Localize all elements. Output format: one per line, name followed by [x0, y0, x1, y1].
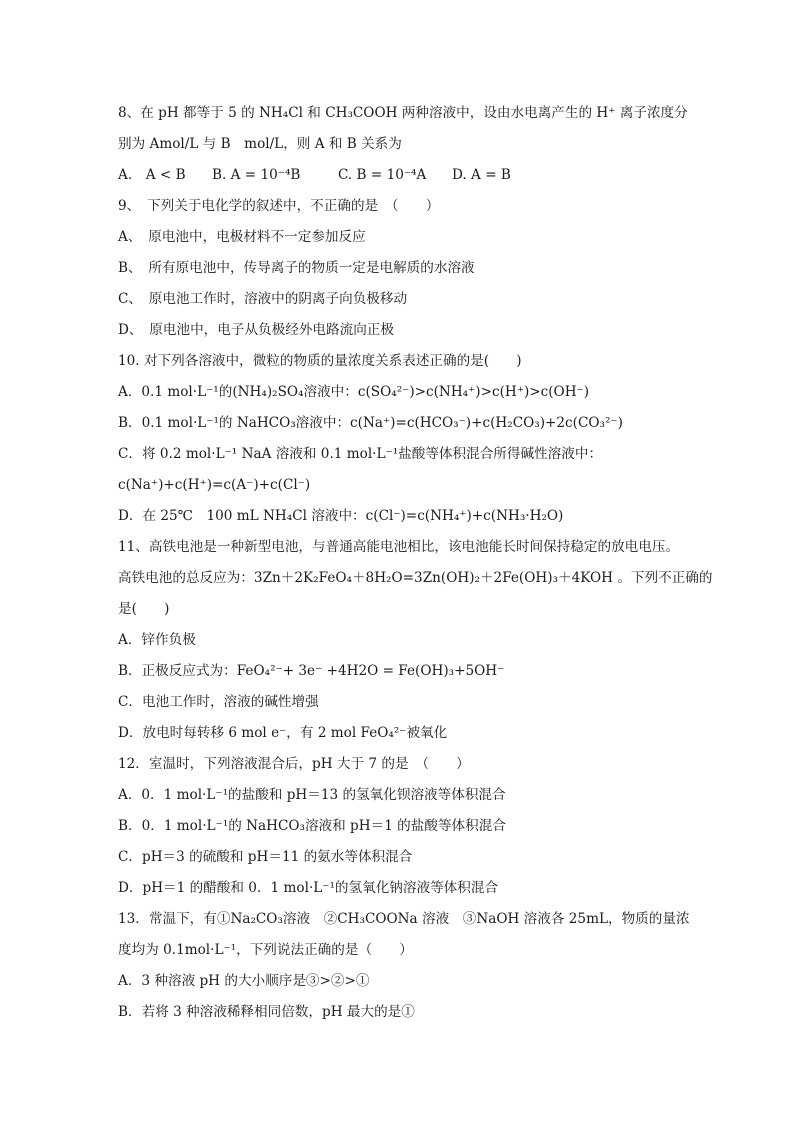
q10-option-c: C．将 0.2 mol·L⁻¹ NaA 溶液和 0.1 mol·L⁻¹盐酸等体积混合所得碱性溶液中：	[118, 446, 603, 462]
q10-option-c-cont: c(Na⁺)+c(H⁺)=c(A⁻)+c(Cl⁻)	[118, 477, 311, 493]
q12-stem: 12．室温时，下列溶液混合后，pH 大于 7 的是 （ ）	[118, 756, 470, 772]
q8-options	[118, 166, 704, 184]
q9-option-c: C、 原电池工作时，溶液中的阴离子向负极移动	[118, 291, 408, 307]
q12-option-d: D．pH＝1 的醋酸和 0．1 mol·L⁻¹的氢氧化钠溶液等体积混合	[118, 880, 499, 896]
q10-option-b: B．0.1 mol·L⁻¹的 NaHCO₃溶液中：c(Na⁺)=c(HCO₃⁻)+c(H₂CO₃)+2c(CO₃²⁻)	[118, 415, 623, 431]
q12-option-a: A．0．1 mol·L⁻¹的盐酸和 pH＝13 的氢氧化钡溶液等体积混合	[118, 787, 506, 803]
q13-stem-line1: 13．常温下，有①Na₂CO₃溶液 ②CH₃COONa 溶液 ③NaOH 溶液各 25mL，物质的量浓	[118, 911, 690, 927]
q8-stem-line1: 8、在 pH 都等于 5 的 NH₄Cl 和 CH₃COOH 两种溶液中，设由水电离产生的 H⁺ 离子浓度分	[118, 105, 688, 121]
q10-option-d: D．在 25℃ 100 mL NH₄Cl 溶液中：c(Cl⁻)=c(NH₄⁺)+c(NH₃·H₂O)	[118, 508, 564, 524]
q9-stem: 9、 下列关于电化学的叙述中，不正确的是 （ ）	[118, 198, 440, 214]
q13-stem-line2: 度均为 0.1mol·L⁻¹，下列说法正确的是（ ）	[118, 942, 413, 958]
q11-stem-line2: 高铁电池的总反应为：3Zn＋2K₂FeO₄＋8H₂O=3Zn(OH)₂＋2Fe(OH)₃＋4KOH 。下列不正确的	[118, 570, 713, 586]
q13-option-a: A．3 种溶液 pH 的大小顺序是③>②>①	[118, 973, 370, 989]
q11-option-a: A．锌作负极	[118, 632, 196, 648]
q9-option-a: A、 原电池中，电极材料不一定参加反应	[118, 229, 366, 245]
q8-stem-line2: 别为 Amol/L 与 B mol/L，则 A 和 B 关系为	[118, 136, 402, 152]
q11-option-d: D．放电时每转移 6 mol e⁻，有 2 mol FeO₄²⁻被氧化	[118, 725, 448, 741]
q9-option-b: B、 所有原电池中，传导离子的物质一定是电解质的水溶液	[118, 260, 475, 276]
q11-stem-line3: 是( )	[118, 601, 170, 617]
q8-option-d: D. A = B	[452, 167, 511, 183]
q11-option-b: B．正极反应式为：FeO₄²⁻+ 3e⁻ +4H2O = Fe(OH)₃+5OH⁻	[118, 663, 505, 679]
q12-option-b: B．0．1 mol·L⁻¹的 NaHCO₃溶液和 pH＝1 的盐酸等体积混合	[118, 818, 506, 834]
q11-stem-line1: 11、高铁电池是一种新型电池，与普通高能电池相比，该电池能长时间保持稳定的放电电压。	[118, 539, 680, 555]
q10-stem: 10. 对下列各溶液中，微粒的物质的量浓度关系表述正确的是( )	[118, 353, 522, 369]
q10-option-a: A．0.1 mol·L⁻¹的(NH₄)₂SO₄溶液中：c(SO₄²⁻)>c(NH₄⁺)>c(H⁺)>c(OH⁻)	[118, 384, 590, 400]
q11-option-c: C．电池工作时，溶液的碱性增强	[118, 694, 319, 710]
q13-option-b: B．若将 3 种溶液稀释相同倍数，pH 最大的是①	[118, 1004, 415, 1020]
q12-option-c: C．pH＝3 的硫酸和 pH＝11 的氨水等体积混合	[118, 849, 413, 865]
q9-option-d: D、 原电池中，电子从负极经外电路流向正极	[118, 322, 394, 338]
q8-option-a: A. A < B	[118, 167, 186, 183]
q8-option-c: C. B = 10⁻⁴A	[338, 167, 427, 183]
q8-option-b: B. A = 10⁻⁴B	[212, 167, 301, 183]
